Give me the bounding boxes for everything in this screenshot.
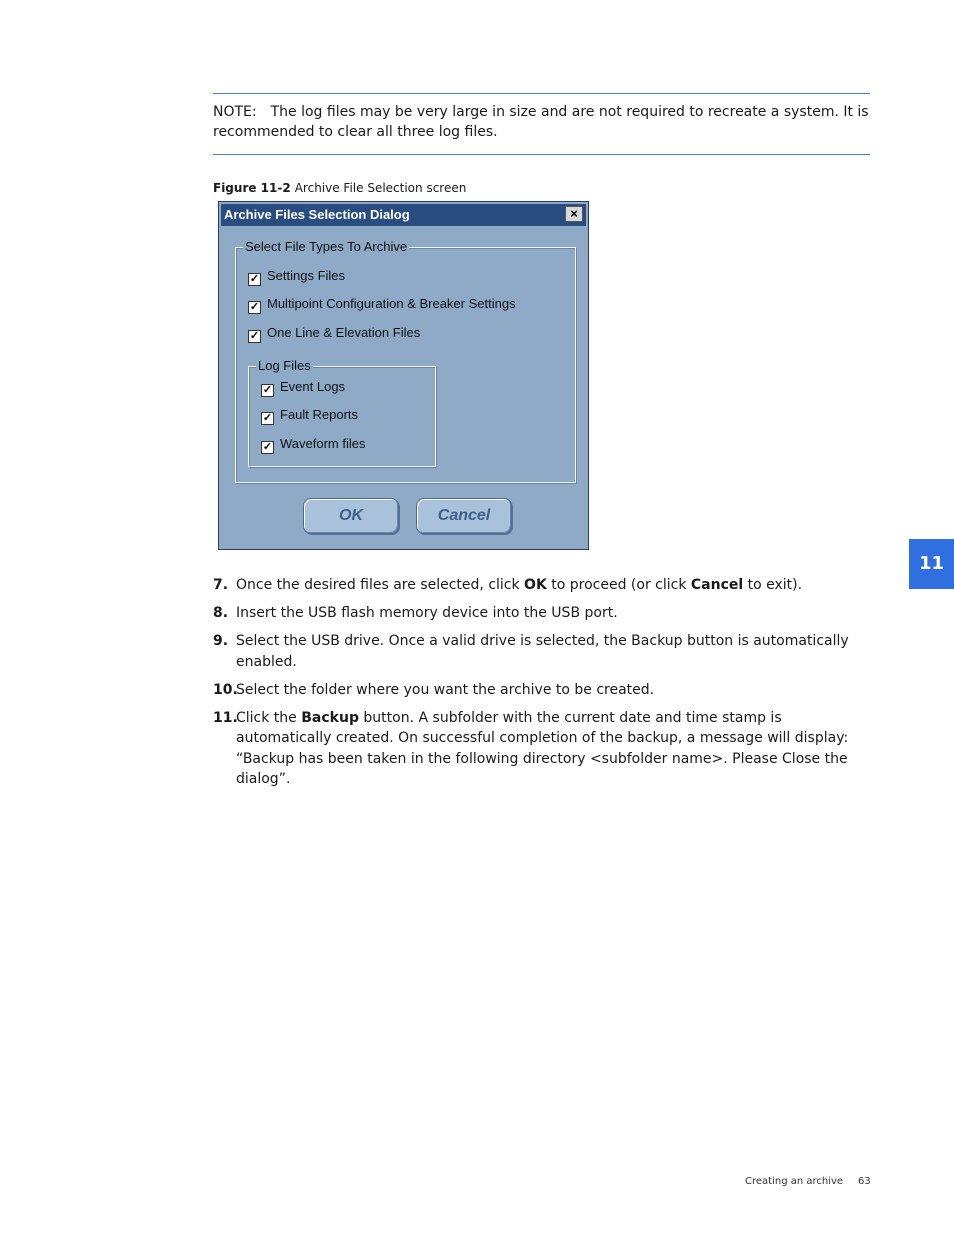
settings-files-label: Settings Files — [267, 268, 346, 283]
step-text — [236, 710, 848, 788]
checkbox-box[interactable]: ✓ — [262, 441, 273, 453]
step-text-bold: Cancel — [690, 577, 744, 593]
note-label: NOTE: — [213, 104, 257, 120]
event-logs-label: Event Logs — [280, 379, 346, 394]
figure-number: Figure 11-2 — [213, 181, 291, 195]
step-number: 9. — [213, 633, 229, 649]
multipoint-config-checkbox[interactable] — [248, 296, 516, 314]
log-files-group — [248, 358, 436, 467]
step-text-run: to exit). — [743, 577, 803, 593]
multipoint-config-label: Multipoint Configuration & Breaker Settings — [267, 296, 516, 311]
step-text — [236, 577, 802, 593]
note-text: The log files may be very large in size and are not required to recreate a system. It is recommended to clear all three log files. — [213, 104, 869, 140]
footer-section: Creating an archive — [745, 1176, 844, 1187]
figure-caption-text: Archive File Selection screen — [294, 181, 467, 195]
step-text — [236, 605, 618, 621]
waveform-files-checkbox[interactable] — [261, 436, 365, 454]
step-text-run: Insert the USB flash memory device into the USB port. — [236, 605, 618, 621]
dialog-title: Archive Files Selection Dialog — [224, 207, 410, 222]
file-types-group-title: Select File Types To Archive — [245, 239, 408, 254]
list-item — [213, 708, 873, 790]
step-text-run: to proceed (or click — [546, 577, 691, 593]
step-text-bold: OK — [524, 577, 547, 593]
top-rule — [213, 93, 870, 94]
checkbox-box[interactable]: ✓ — [262, 412, 273, 424]
figure-caption — [213, 180, 466, 196]
footer-page-number: 63 — [858, 1176, 871, 1187]
cancel-button[interactable]: Cancel — [416, 498, 512, 534]
checkbox-box[interactable]: ✓ — [262, 384, 273, 396]
fault-reports-checkbox[interactable] — [261, 407, 358, 425]
step-text-run: button. A subfolder with the current date and time stamp is automatically created. On successful completion of the backup, a message will display: “Backup has been taken in the following directory <subfolder name>. Please Close the dialog”. — [236, 709, 849, 787]
step-text-run: Select the USB drive. Once a valid drive is selected, the Backup button is automatically enabled. — [236, 633, 849, 670]
archive-files-dialog — [218, 201, 589, 550]
log-files-group-title: Log Files — [258, 358, 311, 373]
list-item — [213, 603, 873, 624]
file-types-group — [235, 239, 576, 483]
list-item — [213, 631, 873, 672]
waveform-files-label: Waveform files — [280, 436, 366, 451]
steps-list — [213, 575, 873, 797]
step-text — [236, 682, 654, 698]
step-text-run: Once the desired files are selected, click — [236, 577, 525, 593]
list-item — [213, 680, 873, 701]
step-text-run: Select the folder where you want the archive to be created. — [236, 681, 655, 698]
chapter-tab: 11 — [909, 539, 954, 589]
checkbox-box[interactable]: ✓ — [249, 330, 260, 342]
ok-button[interactable]: OK — [303, 498, 399, 534]
checkbox-box[interactable]: ✓ — [249, 301, 260, 313]
step-number: 11. — [213, 709, 238, 726]
event-logs-checkbox[interactable] — [261, 379, 345, 397]
step-number: 8. — [213, 605, 229, 621]
bottom-rule — [213, 154, 870, 155]
step-text-bold: Backup — [301, 709, 359, 726]
list-item — [213, 575, 873, 596]
one-line-elevation-label: One Line & Elevation Files — [267, 325, 421, 340]
checkbox-box[interactable]: ✓ — [249, 273, 260, 285]
fault-reports-label: Fault Reports — [280, 407, 359, 422]
step-number: 7. — [213, 577, 229, 593]
note-block — [213, 102, 870, 142]
step-text — [236, 633, 849, 670]
one-line-elevation-checkbox[interactable] — [248, 325, 420, 343]
dialog-titlebar — [221, 204, 586, 226]
step-text-run: Click the — [236, 709, 302, 726]
settings-files-checkbox[interactable] — [248, 268, 345, 286]
step-number: 10. — [213, 681, 238, 698]
close-icon[interactable]: × — [565, 206, 583, 222]
